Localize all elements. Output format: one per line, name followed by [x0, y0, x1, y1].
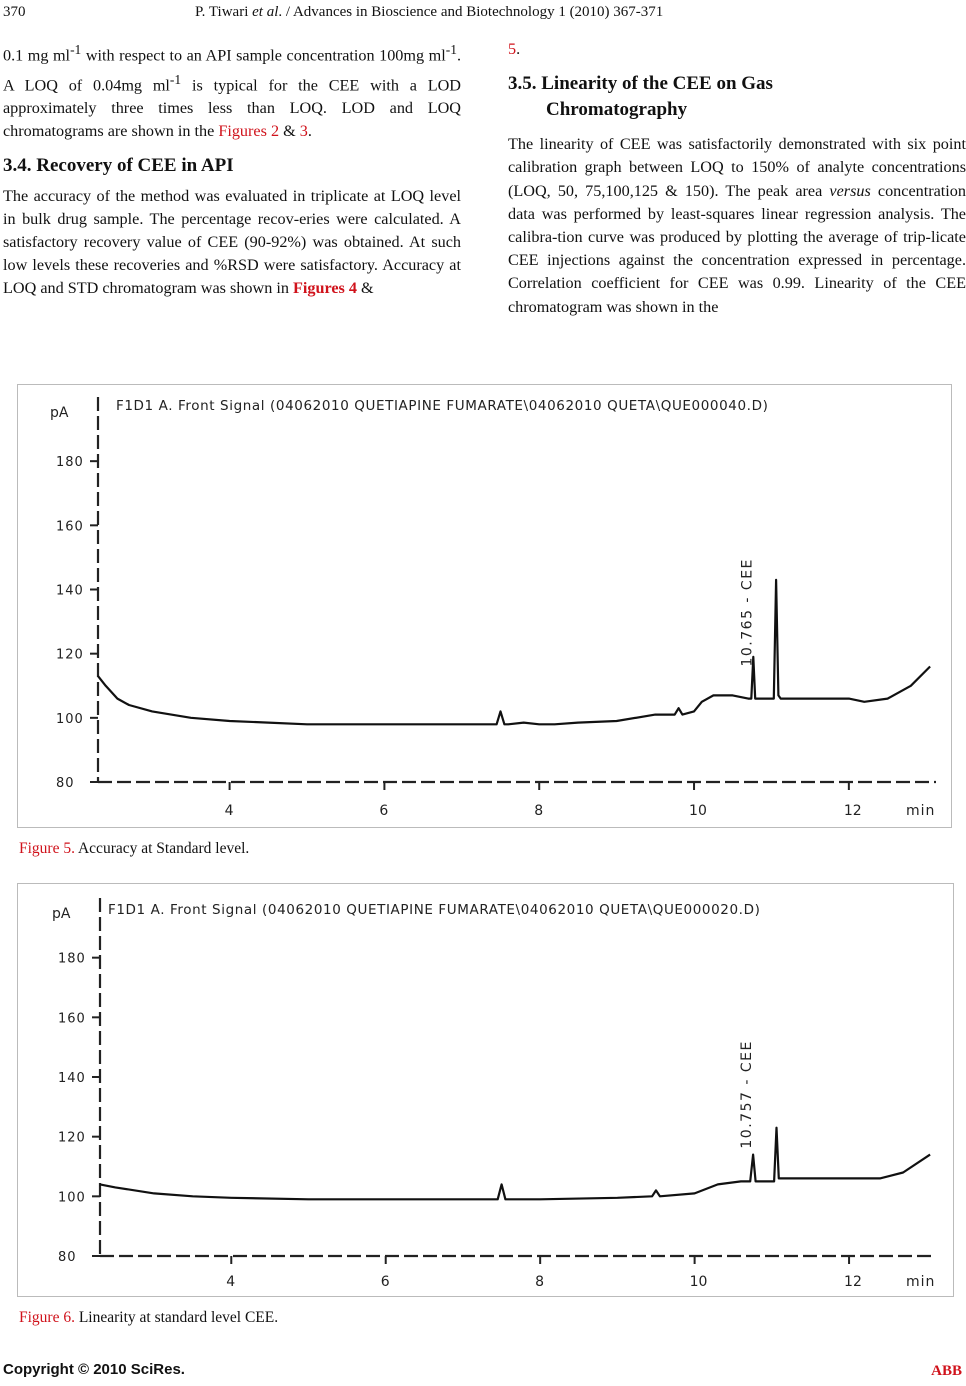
y-axis-label: pA: [52, 906, 71, 922]
x-tick-label: 6: [380, 1274, 390, 1290]
y-tick-label: 180: [58, 951, 86, 967]
figure-5-chromatogram: [17, 384, 952, 828]
chart-title: F1D1 A. Front Signal (04062010 QUETIAPINE FUMARATE\04062010 QUETA\QUE000040.D): [116, 398, 769, 414]
x-tick-label: 4: [226, 1274, 236, 1290]
x-tick-label: 6: [379, 803, 389, 819]
paragraph-linearity: The linearity of CEE was satisfactorily demonstrated with six point calibration graph between LOQ to 150% of analyte concentrations (LOQ, 50, 75,100,125 & 150). The peak area versus concentration data was performed by least-squares linear regression analysis. The calibra-tion curve was produced by plotting the average of trip-licate CEE injections against the concentration expressed in percentage. Correlation coefficient for CEE was 0.99. Linearity of the CEE chromatogram was shown in the: [508, 135, 966, 316]
left-column: [3, 38, 461, 301]
signal-trace: [100, 1128, 930, 1200]
figure-6-chromatogram: [17, 883, 954, 1297]
y-axis-label: pA: [50, 405, 69, 421]
y-tick-label: 120: [56, 647, 84, 663]
paragraph-lod-loq: 0.1 mg $ml^{-1}$ with respect to an API sample concentration 100mg $ml^{-1}$. A LOQ of 0.04mg $ml^{-1}$ is typical for the CEE with a LOD approximately three times less than LOQ. LOD and LOQ chromatograms are shown in the Figures 2 & 3.: [3, 42, 461, 141]
x-tick-label: 10: [689, 803, 707, 819]
y-tick-label: 140: [58, 1071, 86, 1086]
peak-annotation: 10.757 - CEE: [739, 1040, 756, 1149]
journal-abbrev: ABB: [931, 1363, 962, 1379]
figure-2-link[interactable]: Figures 2: [218, 122, 280, 141]
figure-5-caption: Figure 5. Accuracy at Standard level.: [19, 840, 250, 857]
x-tick-label: 12: [844, 1274, 862, 1290]
figure-3-link[interactable]: 3: [299, 122, 308, 141]
section-heading-3-5-cont: Chromatography: [546, 99, 688, 121]
y-tick-label: 80: [56, 776, 75, 791]
x-tick-label: 10: [689, 1274, 708, 1290]
page-number: 370: [3, 4, 26, 20]
figure-5-link[interactable]: 5: [508, 40, 517, 58]
x-axis-label: min: [906, 803, 936, 819]
figure-4-link[interactable]: Figures 4: [292, 279, 357, 298]
y-tick-label: 160: [56, 519, 84, 535]
running-title: P. Tiwari et al. / Advances in Bioscience and Biotechnology 1 (2010) 367-371: [195, 4, 664, 20]
section-heading-3-5: 3.5. Linearity of the CEE on Gas: [508, 73, 773, 95]
y-tick-label: 80: [58, 1250, 77, 1265]
chromatogram-chart-2: [18, 884, 953, 1296]
y-tick-label: 140: [56, 583, 84, 599]
figure-6-caption: Figure 6. Linearity at standard level CEE.: [19, 1309, 279, 1326]
y-tick-label: 160: [58, 1011, 86, 1027]
x-tick-label: 12: [843, 803, 862, 819]
peak-annotation: 10.765 - CEE: [739, 558, 756, 667]
y-tick-label: 100: [56, 711, 84, 727]
chart-title: F1D1 A. Front Signal (04062010 QUETIAPINE FUMARATE\04062010 QUETA\QUE000020.D): [108, 902, 761, 918]
signal-trace: [98, 580, 930, 724]
chromatogram-chart-1: [18, 385, 951, 827]
paragraph-recovery: The accuracy of the method was evaluated in triplicate at LOQ level in bulk drug sample. The percentage recov-eries were calculated. A satisfactory recovery value of CEE (90-92%) was obtained. At such low levels these recoveries and %RSD were satisfactory. Accuracy at LOQ and STD chromatogram was shown in Figures 4 &: [3, 186, 461, 298]
x-tick-label: 4: [224, 803, 234, 819]
section-heading-3-4: 3.4. Recovery of CEE in API: [3, 154, 234, 176]
y-tick-label: 100: [58, 1190, 86, 1206]
y-tick-label: 120: [58, 1130, 86, 1146]
right-column: 5. 3.5. Linearity of the CEE on Gas Chromatography The linearity of CEE was satisfactorily demonstrated with six point calibration graph between LOQ to 150% of analyte concentrations (LOQ, 50, 75,100,125 & 150). The peak area versus concentration data was performed by least-squares linear regression analysis. The calibra-tion curve was produced by plotting the average of trip-licate CEE injections against the concentration expressed in percentage. Correlation coefficient for CEE was 0.99. Linearity of the CEE chromatogram was shown in the: [508, 38, 966, 319]
x-axis-label: min: [906, 1274, 936, 1290]
x-tick-label: 8: [535, 1274, 545, 1290]
y-tick-label: 180: [56, 455, 84, 471]
copyright-footer: Copyright © 2010 SciRes.: [3, 1361, 185, 1378]
x-tick-label: 8: [534, 803, 544, 819]
